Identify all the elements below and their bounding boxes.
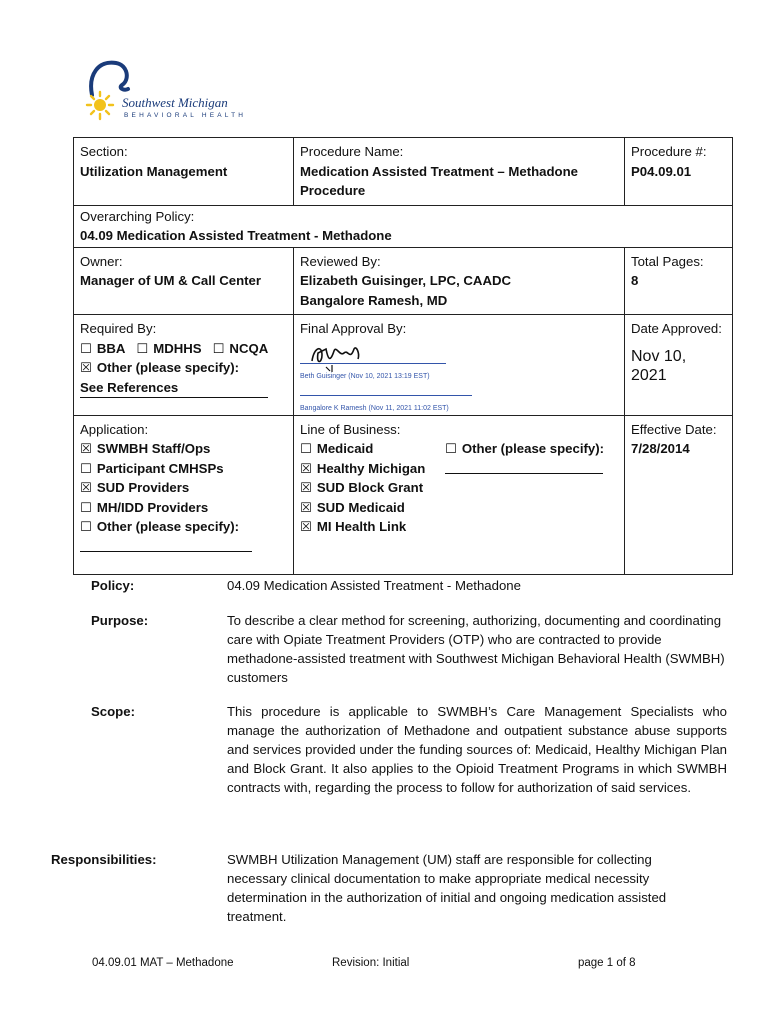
- owner-cell: [74, 247, 294, 315]
- lob-item: [300, 498, 445, 518]
- signature-2-line: [300, 395, 472, 396]
- application-item: [80, 498, 287, 518]
- footer-doc-id: 04.09.01 MAT – Methadone: [92, 957, 234, 969]
- overarching-policy-label: Overarching Policy:: [80, 208, 195, 224]
- application-item: [80, 478, 287, 498]
- application-item: [80, 459, 287, 479]
- final-approval-label: Final Approval By:: [300, 321, 407, 336]
- procedure-number-label: Procedure #:: [631, 144, 707, 159]
- reviewed-by-cell: [294, 247, 625, 315]
- reviewed-by-label: Reviewed By:: [300, 253, 381, 269]
- footer-page-number: page 1 of 8: [578, 957, 636, 969]
- footer-revision: Revision: Initial: [332, 957, 410, 969]
- application-checkbox[interactable]: ☐: [80, 519, 92, 534]
- lob-item: [300, 517, 445, 537]
- application-item-label: SUD Providers: [96, 480, 190, 495]
- required-by-row-1: [80, 339, 287, 359]
- application-checkbox[interactable]: ☐: [80, 460, 92, 476]
- section-value: Utilization Management: [80, 163, 228, 179]
- lob-item-label: Medicaid: [316, 441, 374, 456]
- policy-label: Policy:: [91, 578, 135, 593]
- reviewer-2: Bangalore Ramesh, MD: [300, 292, 448, 308]
- responsibilities-text: SWMBH Utilization Management (UM) staff are responsible for collecting necessary clinical documentation to make appropriate medical necessity determination in the authorization of initial and ongoing medication assisted treatment.: [227, 852, 667, 924]
- scope-label: Scope:: [91, 704, 135, 719]
- bba-checkbox[interactable]: ☐: [80, 340, 92, 356]
- total-pages-value: 8: [631, 273, 639, 288]
- required-other-label: Other (please specify):: [96, 360, 240, 375]
- lob-item: [300, 459, 445, 479]
- effective-date-value: 7/28/2014: [631, 441, 690, 456]
- procedure-name-cell: [294, 138, 625, 206]
- application-item-label: Other (please specify):: [96, 519, 240, 534]
- lob-other-blank[interactable]: [445, 459, 603, 474]
- effective-date-cell: [625, 415, 733, 574]
- signature-1-line: [300, 363, 446, 364]
- application-checkbox[interactable]: ☐: [80, 499, 92, 515]
- application-item-label: SWMBH Staff/Ops: [96, 441, 211, 456]
- application-other-blank[interactable]: [80, 537, 252, 552]
- application-checkbox[interactable]: ☒: [80, 441, 92, 456]
- procedure-header-table: [73, 137, 733, 575]
- ncqa-label: NCQA: [229, 340, 269, 356]
- scope-text: This procedure is applicable to SWMBH’s Care Management Specialists who manage the authorization of Methadone and outpatient substance abuse supports and services provided under the funding sources of: Medicaid, Healthy Michigan Plan and Block Grant. It also applies to the Opioid Treatment Programs in which SWMBH contracts with, regarding the process to follow for authorization of said services.: [227, 704, 727, 795]
- signature-1-caption: Beth Guisinger (Nov 10, 2021 13:19 EST): [300, 372, 430, 380]
- application-cell: [74, 415, 294, 574]
- lob-item-label: Healthy Michigan: [316, 460, 426, 476]
- section-label: Section:: [80, 144, 128, 159]
- procedure-number-value: P04.09.01: [631, 163, 692, 179]
- ncqa-checkbox[interactable]: ☐: [212, 340, 225, 356]
- mdhhs-label: MDHHS: [153, 340, 202, 356]
- reviewer-1: Elizabeth Guisinger, LPC, CAADC: [300, 273, 512, 288]
- logo-text-subtitle: BEHAVIORAL HEALTH: [124, 112, 247, 119]
- logo-text-name: Southwest Michigan: [122, 95, 228, 110]
- lob-other-checkbox[interactable]: ☐: [445, 441, 457, 456]
- lob-item-label: MI Health Link: [316, 519, 407, 534]
- line-of-business-columns: [300, 439, 618, 537]
- lob-checkbox[interactable]: ☐: [300, 441, 312, 456]
- lob-item-label: SUD Block Grant: [316, 480, 424, 495]
- see-references-text: See References: [80, 379, 179, 395]
- procedure-number-cell: [625, 138, 733, 206]
- see-references-field: [80, 378, 268, 399]
- date-approved-cell: [625, 315, 733, 416]
- procedure-name-label: Procedure Name:: [300, 144, 404, 159]
- lob-list: [300, 439, 445, 537]
- overarching-policy-cell: [74, 205, 733, 247]
- lob-other-item: [445, 439, 618, 459]
- purpose-text: To describe a clear method for screening, authorizing, documenting and coordinating care with Opiate Treatment Providers (OTP) who are contracted to provide methadone-assisted treatment with Southwest Michigan Behavioral Health (SWMBH) customers: [227, 613, 725, 685]
- effective-date-label: Effective Date:: [631, 421, 717, 437]
- lob-item: [300, 478, 445, 498]
- organization-logo: [78, 55, 258, 127]
- signature-2-caption: Bangalore K Ramesh (Nov 11, 2021 11:02 EST): [300, 404, 449, 412]
- procedure-name-value: Medication Assisted Treatment – Methadone Procedure: [300, 163, 578, 198]
- lob-checkbox[interactable]: ☒: [300, 499, 312, 515]
- line-of-business-cell: [294, 415, 625, 574]
- overarching-policy-value: 04.09 Medication Assisted Treatment - Methadone: [80, 228, 392, 243]
- required-other-checkbox[interactable]: ☒: [80, 360, 92, 375]
- line-of-business-label: Line of Business:: [300, 421, 401, 437]
- lob-checkbox[interactable]: ☒: [300, 460, 312, 476]
- lob-item: [300, 439, 445, 459]
- application-item-label: MH/IDD Providers: [96, 499, 209, 515]
- total-pages-label: Total Pages:: [631, 253, 704, 269]
- lob-item-label: SUD Medicaid: [316, 499, 405, 515]
- lob-other: [445, 439, 618, 537]
- application-item-label: Participant CMHSPs: [96, 460, 224, 476]
- lob-checkbox[interactable]: ☒: [300, 519, 312, 534]
- date-approved-value: Nov 10, 2021: [631, 347, 687, 384]
- purpose-label: Purpose:: [91, 613, 149, 628]
- owner-value: Manager of UM & Call Center: [80, 273, 261, 288]
- signature-block: [300, 339, 618, 411]
- application-label: Application:: [80, 421, 149, 437]
- lob-other-label: Other (please specify):: [461, 441, 605, 456]
- application-checkbox[interactable]: ☒: [80, 480, 92, 495]
- total-pages-cell: [625, 247, 733, 315]
- required-by-label: Required By:: [80, 321, 157, 336]
- responsibilities-label: Responsibilities:: [51, 852, 157, 867]
- lob-checkbox[interactable]: ☒: [300, 480, 312, 495]
- application-item: [80, 517, 287, 537]
- date-approved-label: Date Approved:: [631, 321, 722, 336]
- application-item: [80, 439, 287, 459]
- policy-text: 04.09 Medication Assisted Treatment - Methadone: [227, 578, 521, 593]
- mdhhs-checkbox[interactable]: ☐: [136, 340, 149, 356]
- required-by-other-row: [80, 358, 287, 378]
- required-by-cell: [74, 315, 294, 416]
- bba-label: BBA: [96, 340, 126, 356]
- section-cell: [74, 138, 294, 206]
- owner-label: Owner:: [80, 253, 123, 269]
- final-approval-cell: [294, 315, 625, 416]
